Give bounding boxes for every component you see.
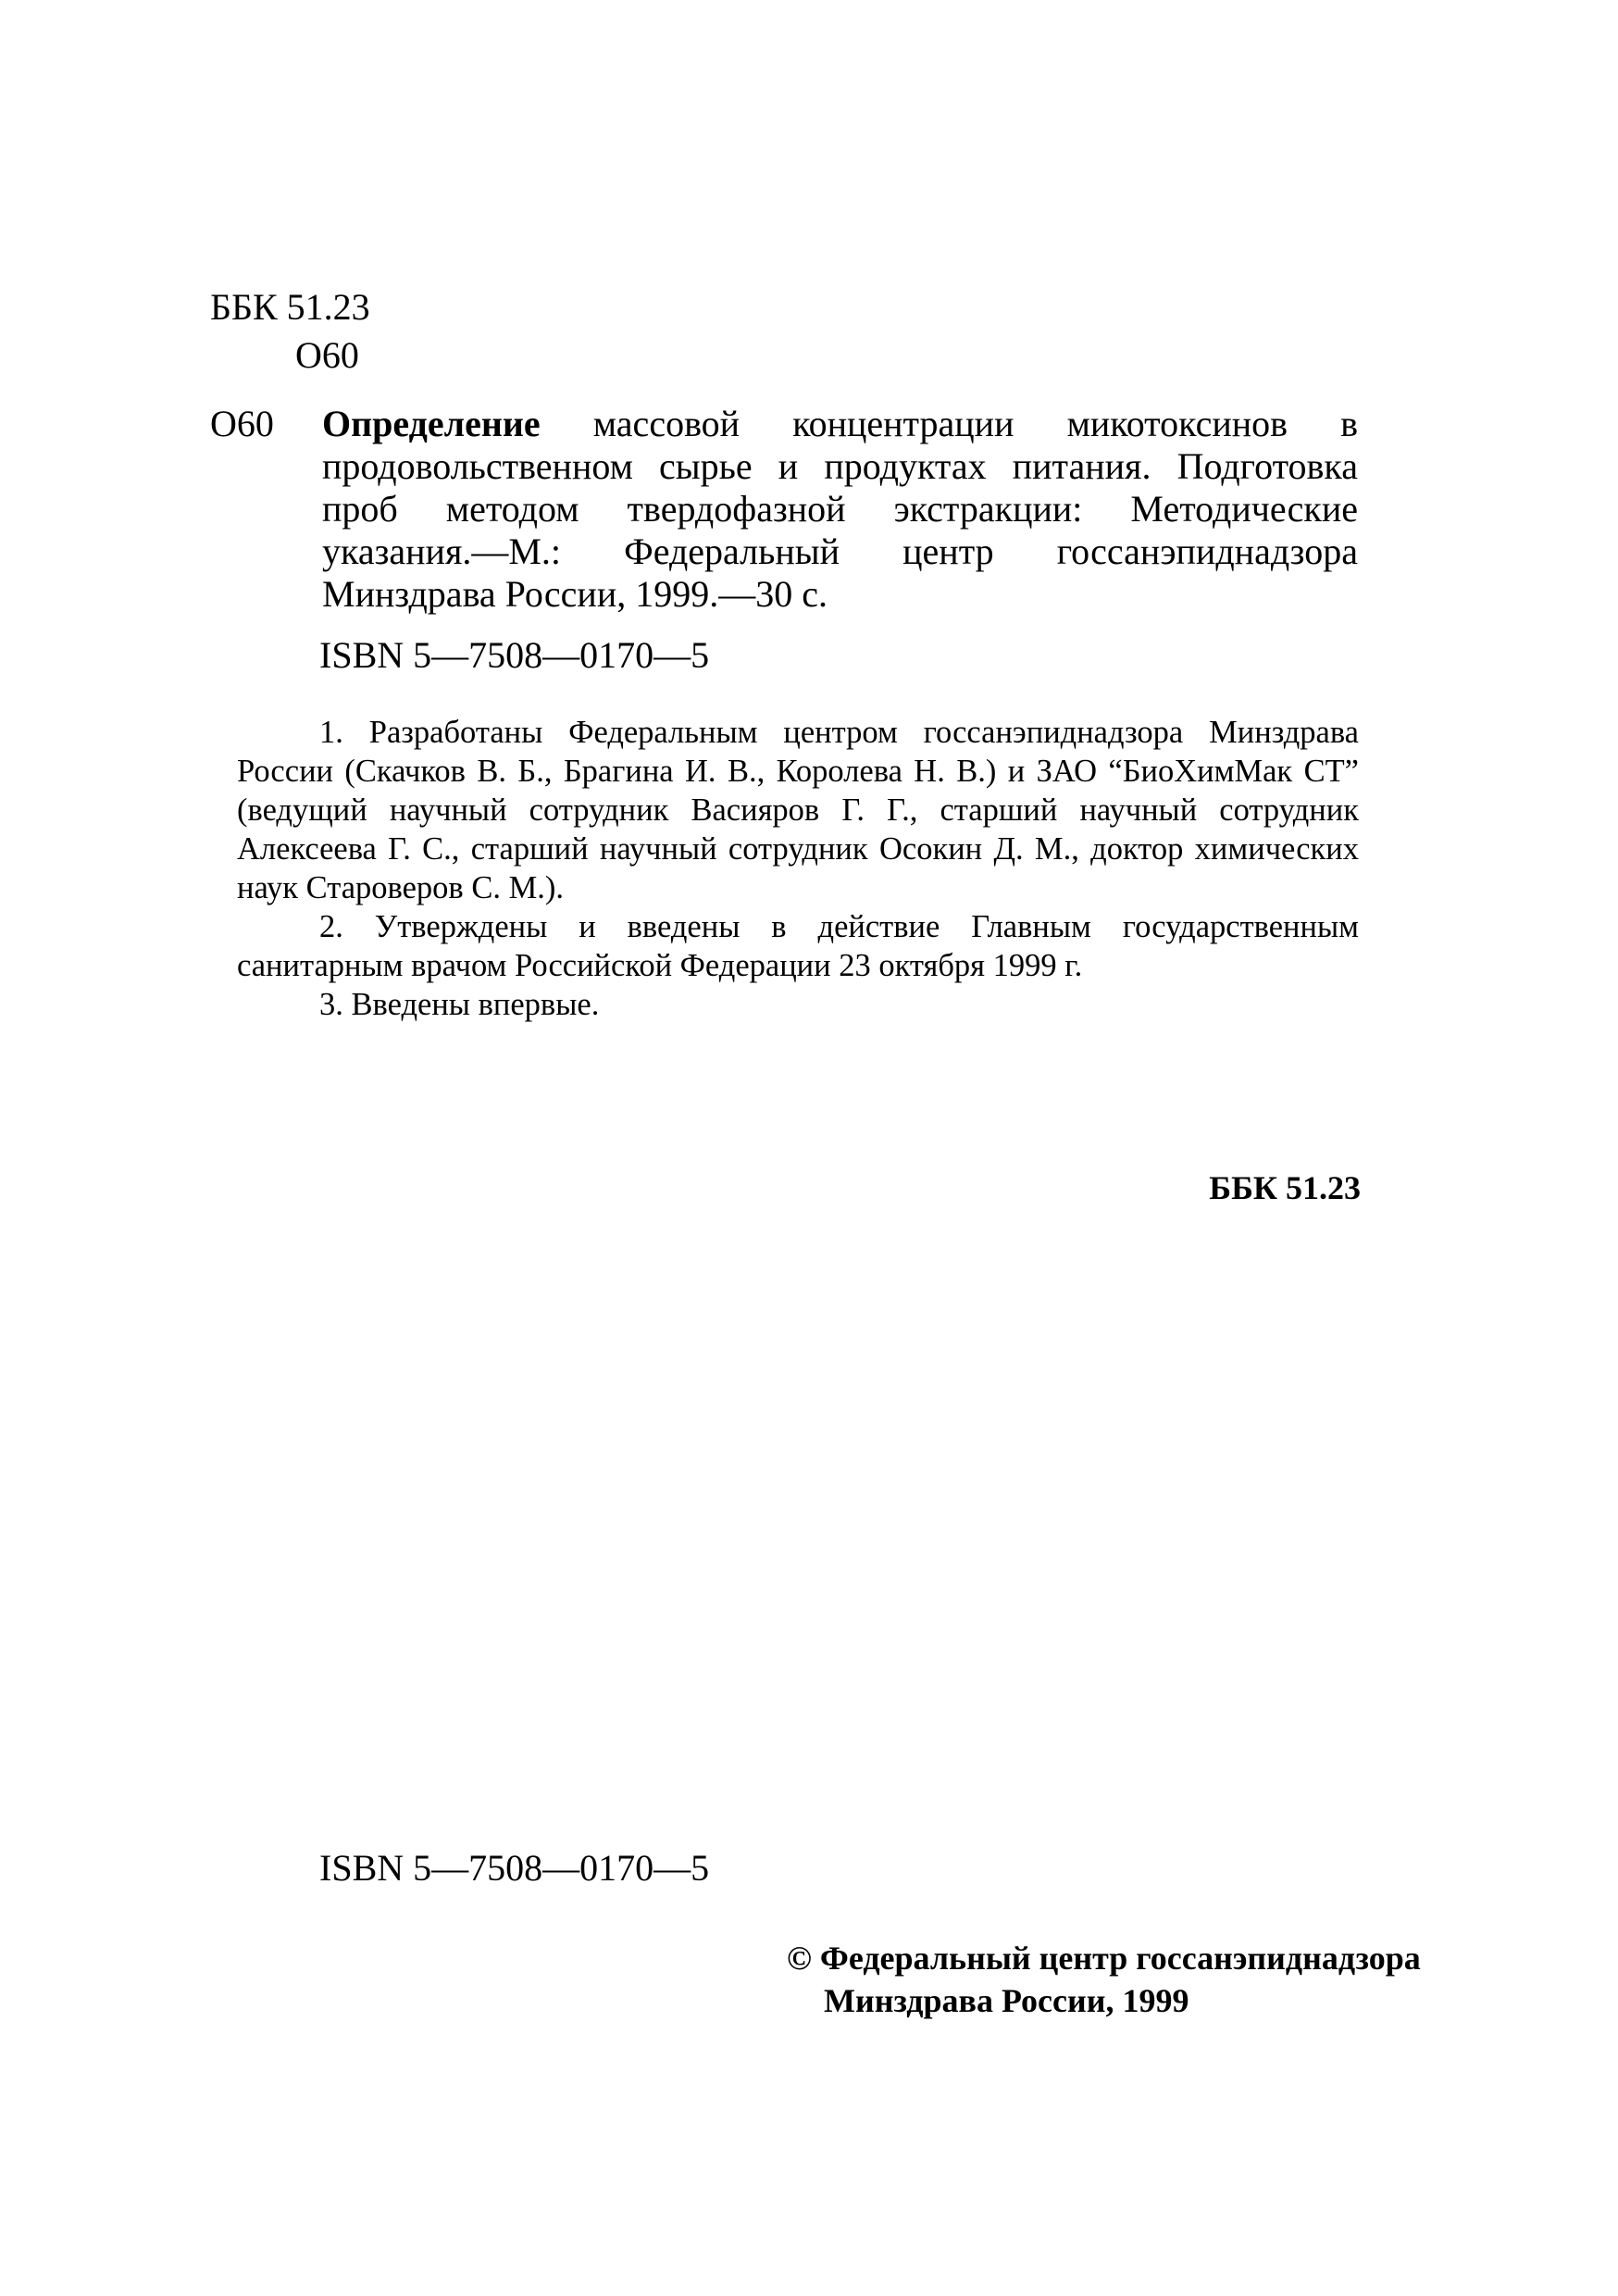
bibliographic-entry — [210, 403, 1358, 616]
note-item: 2. Утверждены и введены в действие Главным государственным санитарным врачом Российской Федерации 23 октября 1999 г. — [237, 909, 1359, 983]
bbk-classification-code: ББК 51.23 — [210, 286, 370, 328]
note-item: 3. Введены впервые. — [319, 987, 600, 1022]
entry-author-sign: О60 — [210, 403, 274, 444]
note-item: 1. Разработаны Федеральным центром госсанэпиднадзора Минздрава России (Скачков В. Б., Брагина И. В., Королева Н. В.) и ЗАО “БиоХимМак СТ” (ведущий научный сотрудник Васияров Г. Г., старший научный сотрудник Алексеева Г. С., старший научный сотрудник Осокин Д. М., доктор химических наук Староверов С. М.). — [237, 715, 1359, 905]
isbn-top: ISBN 5—7508—0170—5 — [319, 634, 710, 676]
copyright-notice — [787, 1937, 1421, 2022]
copyright-line-1: © Федеральный центр госсанэпиднадзора — [787, 1940, 1421, 1977]
entry-text — [322, 403, 1358, 616]
publication-notes — [237, 713, 1359, 1024]
entry-description: массовой концентрации микотоксинов в продовольственном сырье и продуктах питания. Подготовка проб методом твердофазной экстракции: Методические указания.—М.: Федеральный центр госсанэпиднадзора Минздрава России, 1999.—30 с. — [322, 403, 1358, 615]
copyright-line-2: Минздрава России, 1999 — [824, 1982, 1189, 2019]
isbn-bottom: ISBN 5—7508—0170—5 — [319, 1847, 710, 1889]
author-sign: О60 — [295, 334, 359, 376]
entry-title: Определение — [322, 403, 541, 444]
bbk-right-code: ББК 51.23 — [1209, 1169, 1361, 1206]
